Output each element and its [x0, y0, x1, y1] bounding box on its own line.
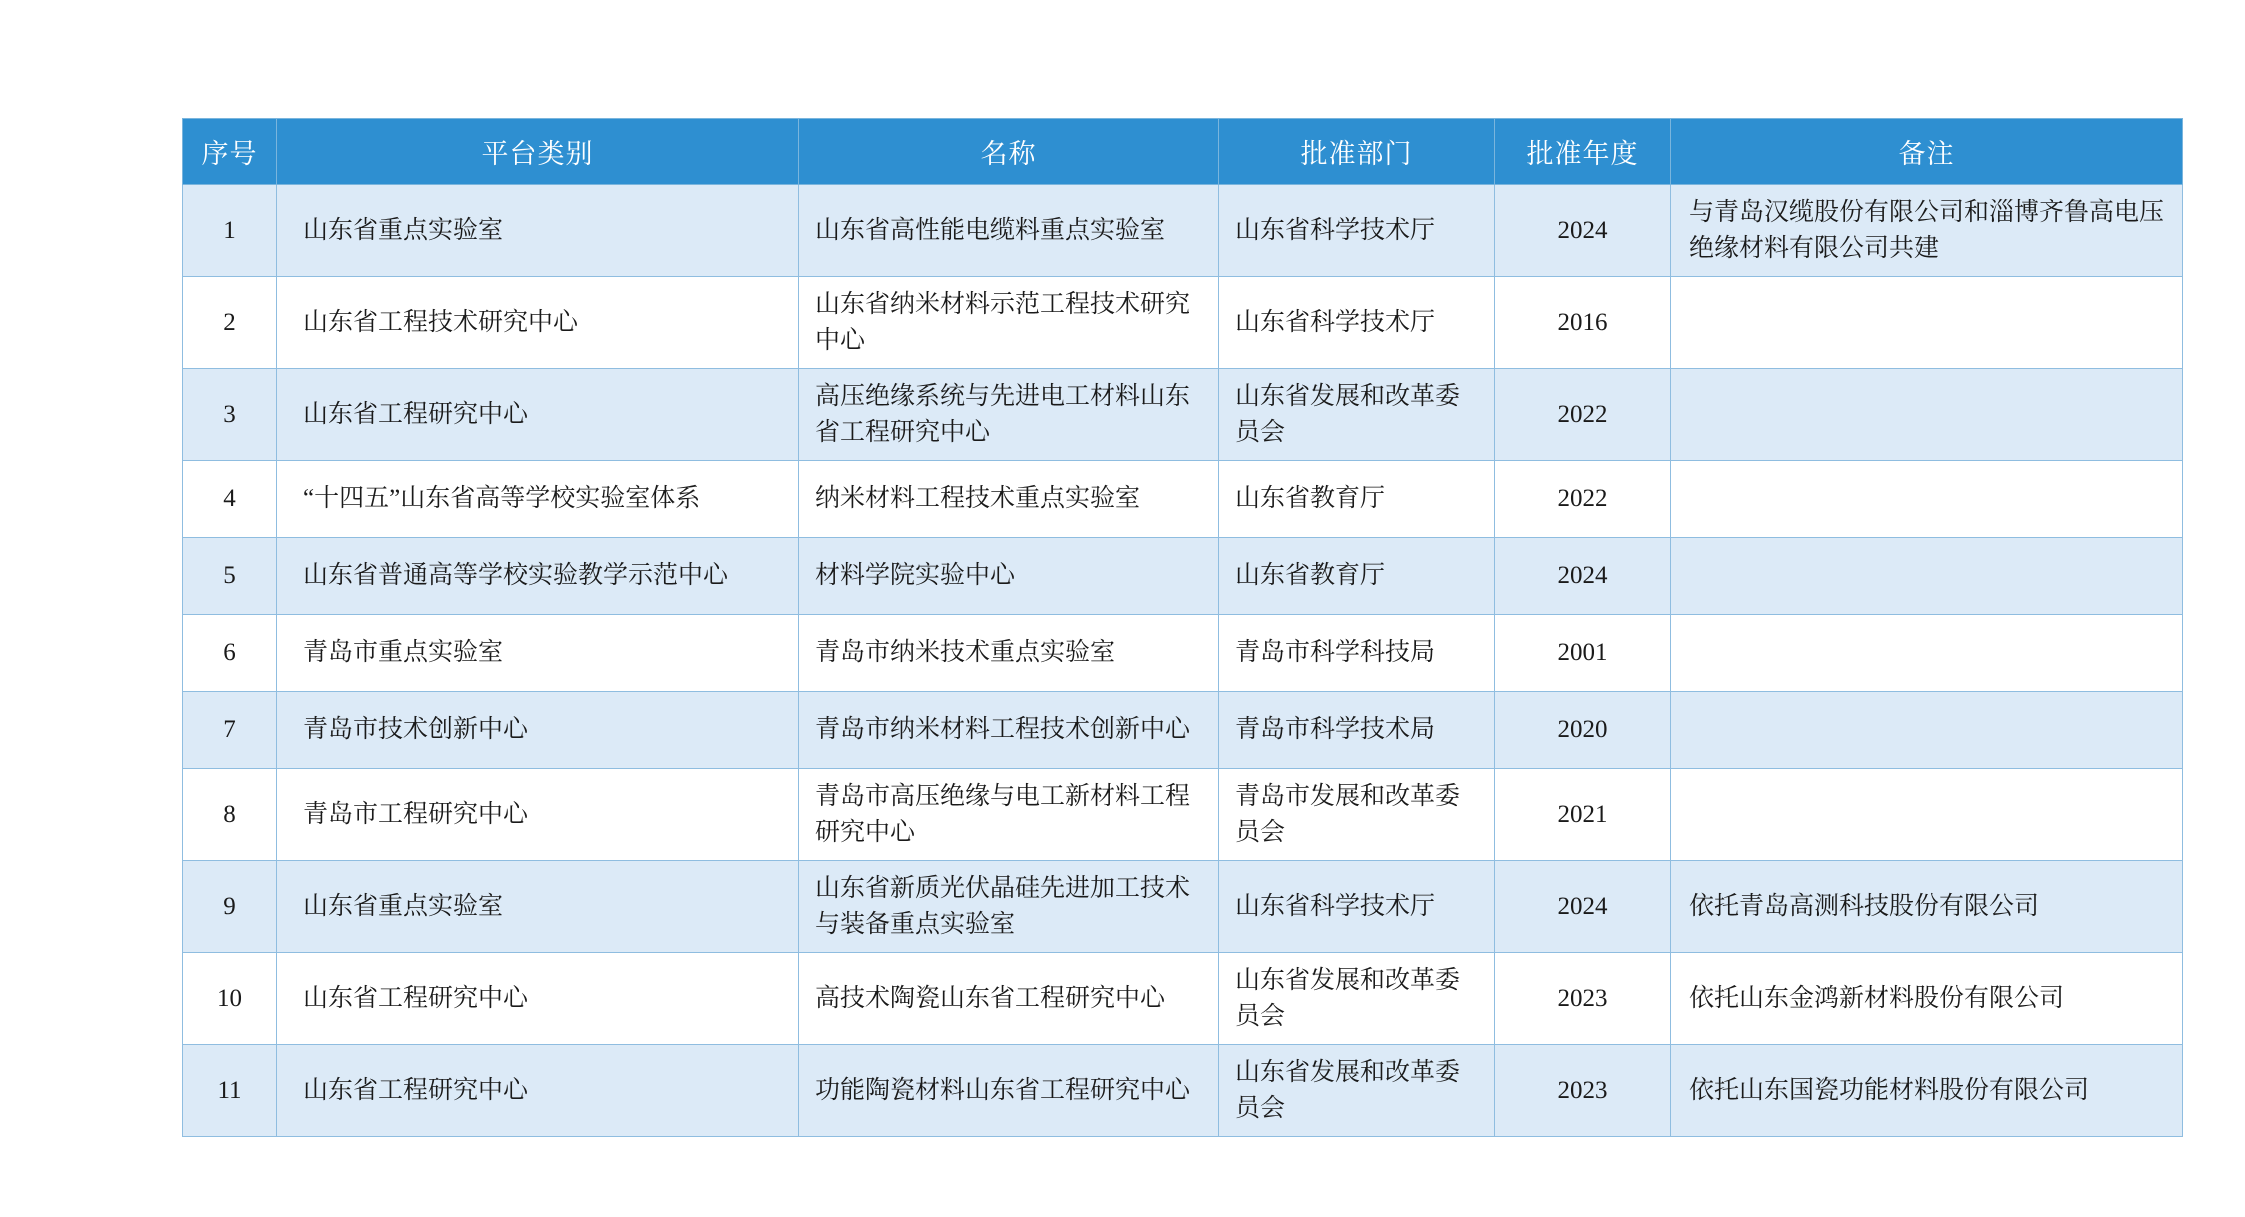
- cell-index: 6: [183, 615, 277, 692]
- table-row: [183, 1045, 2183, 1137]
- platform-table: [182, 118, 2183, 1137]
- cell-year: 2022: [1495, 461, 1671, 538]
- cell-name: 材料学院实验中心: [799, 538, 1219, 615]
- cell-remark: [1671, 769, 2183, 861]
- cell-year: 2024: [1495, 538, 1671, 615]
- cell-dept: 山东省科学技术厅: [1219, 185, 1495, 277]
- cell-category: 青岛市技术创新中心: [277, 692, 799, 769]
- cell-year: 2016: [1495, 277, 1671, 369]
- column-header-name: 名称: [799, 119, 1219, 185]
- cell-dept: 青岛市科学科技局: [1219, 615, 1495, 692]
- cell-dept: 山东省教育厅: [1219, 538, 1495, 615]
- cell-year: 2024: [1495, 861, 1671, 953]
- cell-category: 青岛市重点实验室: [277, 615, 799, 692]
- cell-category: 山东省普通高等学校实验教学示范中心: [277, 538, 799, 615]
- table-body: [183, 185, 2183, 1137]
- cell-name: 功能陶瓷材料山东省工程研究中心: [799, 1045, 1219, 1137]
- table-row: [183, 953, 2183, 1045]
- cell-name: 青岛市纳米材料工程技术创新中心: [799, 692, 1219, 769]
- cell-dept: 山东省发展和改革委员会: [1219, 953, 1495, 1045]
- cell-remark: 依托山东国瓷功能材料股份有限公司: [1671, 1045, 2183, 1137]
- cell-name: 高技术陶瓷山东省工程研究中心: [799, 953, 1219, 1045]
- table-row: [183, 615, 2183, 692]
- column-header-category: 平台类别: [277, 119, 799, 185]
- cell-name: 纳米材料工程技术重点实验室: [799, 461, 1219, 538]
- cell-dept: 山东省发展和改革委员会: [1219, 1045, 1495, 1137]
- cell-year: 2020: [1495, 692, 1671, 769]
- cell-name: 山东省新质光伏晶硅先进加工技术与装备重点实验室: [799, 861, 1219, 953]
- cell-dept: 青岛市科学技术局: [1219, 692, 1495, 769]
- cell-dept: 山东省科学技术厅: [1219, 277, 1495, 369]
- cell-index: 3: [183, 369, 277, 461]
- cell-dept: 山东省发展和改革委员会: [1219, 369, 1495, 461]
- cell-index: 10: [183, 953, 277, 1045]
- cell-category: 青岛市工程研究中心: [277, 769, 799, 861]
- cell-category: 山东省工程研究中心: [277, 369, 799, 461]
- cell-remark: 依托山东金鸿新材料股份有限公司: [1671, 953, 2183, 1045]
- cell-name: 青岛市纳米技术重点实验室: [799, 615, 1219, 692]
- cell-year: 2001: [1495, 615, 1671, 692]
- table-header-row: [183, 119, 2183, 185]
- cell-category: 山东省工程研究中心: [277, 953, 799, 1045]
- table-header: [183, 119, 2183, 185]
- cell-name: 青岛市高压绝缘与电工新材料工程研究中心: [799, 769, 1219, 861]
- cell-year: 2024: [1495, 185, 1671, 277]
- cell-index: 2: [183, 277, 277, 369]
- column-header-year: 批准年度: [1495, 119, 1671, 185]
- cell-dept: 青岛市发展和改革委员会: [1219, 769, 1495, 861]
- platform-table-container: [182, 118, 2183, 1137]
- table-row: [183, 538, 2183, 615]
- cell-remark: [1671, 461, 2183, 538]
- table-row: [183, 369, 2183, 461]
- table-row: [183, 277, 2183, 369]
- table-row: [183, 769, 2183, 861]
- cell-year: 2021: [1495, 769, 1671, 861]
- column-header-index: 序号: [183, 119, 277, 185]
- table-row: [183, 185, 2183, 277]
- cell-name: 山东省高性能电缆料重点实验室: [799, 185, 1219, 277]
- column-header-remark: 备注: [1671, 119, 2183, 185]
- cell-year: 2022: [1495, 369, 1671, 461]
- cell-category: 山东省工程研究中心: [277, 1045, 799, 1137]
- cell-remark: [1671, 538, 2183, 615]
- cell-remark: [1671, 369, 2183, 461]
- cell-index: 4: [183, 461, 277, 538]
- cell-name: 高压绝缘系统与先进电工材料山东省工程研究中心: [799, 369, 1219, 461]
- cell-index: 9: [183, 861, 277, 953]
- cell-remark: 与青岛汉缆股份有限公司和淄博齐鲁高电压绝缘材料有限公司共建: [1671, 185, 2183, 277]
- cell-remark: [1671, 277, 2183, 369]
- cell-index: 11: [183, 1045, 277, 1137]
- table-row: [183, 692, 2183, 769]
- cell-category: 山东省工程技术研究中心: [277, 277, 799, 369]
- cell-index: 8: [183, 769, 277, 861]
- cell-index: 5: [183, 538, 277, 615]
- table-row: [183, 461, 2183, 538]
- cell-year: 2023: [1495, 1045, 1671, 1137]
- cell-category: 山东省重点实验室: [277, 185, 799, 277]
- cell-year: 2023: [1495, 953, 1671, 1045]
- cell-dept: 山东省科学技术厅: [1219, 861, 1495, 953]
- cell-dept: 山东省教育厅: [1219, 461, 1495, 538]
- cell-index: 7: [183, 692, 277, 769]
- cell-index: 1: [183, 185, 277, 277]
- column-header-dept: 批准部门: [1219, 119, 1495, 185]
- cell-remark: 依托青岛高测科技股份有限公司: [1671, 861, 2183, 953]
- cell-category: 山东省重点实验室: [277, 861, 799, 953]
- cell-remark: [1671, 692, 2183, 769]
- cell-category: “十四五”山东省高等学校实验室体系: [277, 461, 799, 538]
- table-row: [183, 861, 2183, 953]
- cell-name: 山东省纳米材料示范工程技术研究中心: [799, 277, 1219, 369]
- cell-remark: [1671, 615, 2183, 692]
